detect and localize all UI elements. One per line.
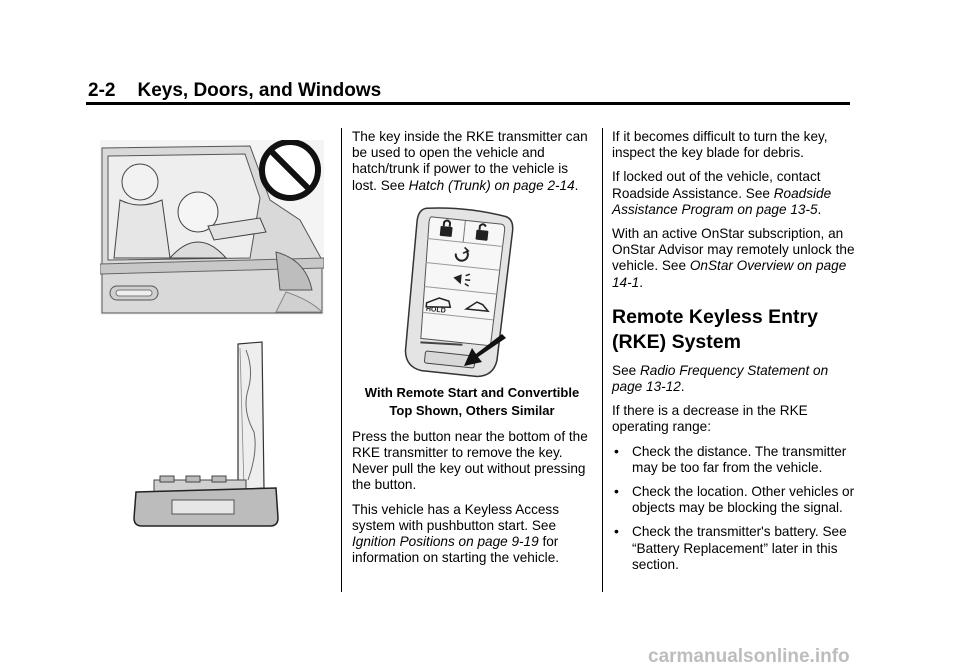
bullet-text: Check the distance. The transmitter may be too far from the vehicle. (632, 443, 847, 475)
hatch-trunk-reference[interactable]: Hatch (Trunk) on page 2-14 (408, 177, 575, 193)
bullet-text: Check the transmitter's battery. See “Battery Replacement” later in this section. (632, 524, 847, 572)
bullet-icon: • (614, 442, 619, 459)
operating-range-paragraph: If there is a decrease in the RKE operating range: (612, 403, 808, 435)
watermark: carmanualsonline.info (648, 646, 850, 667)
para-text: The key inside the RKE transmitter can be used to open the vehicle and hatch/trunk if power to the vehicle is lost. See (352, 129, 588, 193)
para-end: . (817, 201, 822, 217)
heading-line-2: (RKE) System (612, 330, 741, 353)
page-number: 2-2 (88, 80, 116, 101)
bullet-icon: • (614, 523, 619, 540)
key-access-paragraph (352, 129, 592, 194)
chapter-title: Keys, Doors, and Windows (137, 80, 382, 101)
header-rule (86, 102, 850, 105)
right-column (612, 129, 856, 581)
column-divider-left (341, 128, 342, 592)
middle-column (352, 129, 592, 574)
list-item (612, 444, 856, 476)
children-in-car-illustration (100, 140, 324, 315)
para-text: If locked out of the vehicle, contact Roadside Assistance. See (612, 169, 821, 201)
para-text: See (612, 362, 640, 378)
onstar-paragraph (612, 226, 856, 291)
ignition-positions-reference[interactable]: Ignition Positions on page 9-19 (352, 534, 539, 550)
bullet-icon: • (614, 483, 619, 500)
caption-line-1: With Remote Start and Convertible (364, 384, 580, 400)
range-checklist (612, 444, 856, 573)
bullet-text: Check the location. Other vehicles or objects may be blocking the signal. (632, 484, 855, 516)
roadside-assistance-reference[interactable]: Roadside Assistance Program on page 13-5 (612, 185, 832, 217)
list-item (612, 484, 856, 516)
key-debris-paragraph: If it becomes difficult to turn the key, inspect the key blade for debris. (612, 129, 828, 161)
rke-transmitter-illustration (352, 202, 592, 382)
column-divider-right (602, 128, 603, 592)
hold-label: HOLD (425, 305, 447, 315)
para-text: With an active OnStar subscription, an OnStar Advisor may remotely unlock the vehicle. See (612, 226, 855, 274)
para-end: . (574, 177, 579, 193)
section-heading (612, 305, 856, 355)
radio-frequency-paragraph (612, 363, 856, 395)
radio-frequency-reference[interactable]: Radio Frequency Statement on page 13-12 (612, 362, 829, 395)
para-end: . (639, 274, 643, 290)
caption-line-2: Top Shown, Others Similar (389, 402, 555, 418)
prohibition-sign-icon (262, 142, 318, 198)
key-blade-illustration (130, 340, 280, 528)
heading-line-1: Remote Keyless Entry (612, 305, 818, 328)
para-end: for information on starting the vehicle. (352, 534, 560, 566)
list-item (612, 524, 856, 573)
keyless-access-paragraph (352, 502, 592, 567)
remove-key-paragraph: Press the button near the bottom of the RKE transmitter to remove the key. Never pull the key out without pressing the button. (352, 428, 588, 493)
onstar-overview-reference[interactable]: OnStar Overview on page 14-1 (612, 258, 847, 290)
figure-caption (352, 384, 592, 420)
para-text: This vehicle has a Keyless Access system with pushbutton start. See (352, 501, 560, 533)
roadside-paragraph (612, 169, 856, 218)
para-end: . (680, 379, 685, 395)
page-header (88, 80, 381, 102)
